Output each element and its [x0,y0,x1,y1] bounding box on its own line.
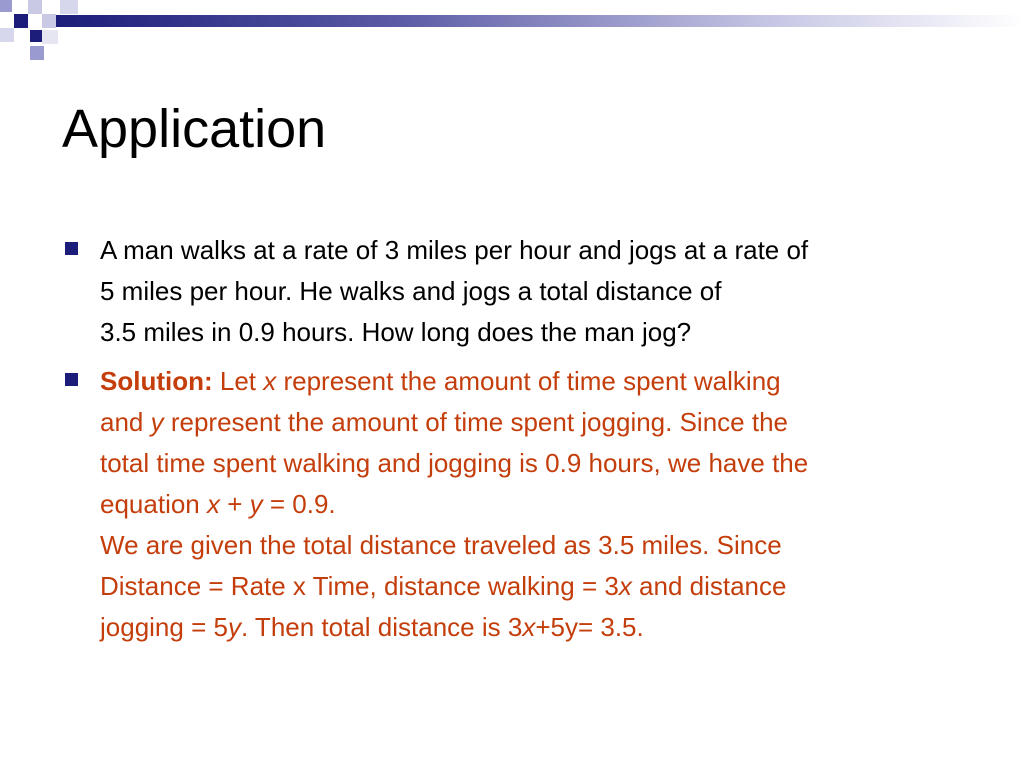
solution-label: Solution: [100,366,213,396]
bullet-list [62,230,972,648]
problem-line: 5 miles per hour. He walks and jogs a total distance of [100,276,722,306]
problem-line: A man walks at a rate of 3 miles per hour and jogs at a rate of [100,235,809,265]
variable-x: x [206,489,220,519]
header-gradient-bar [56,15,1024,27]
variable-y: y [227,612,241,642]
solution-line: total time spent walking and jogging is 0.9 hours, we have the [100,448,809,478]
solution-line: and y represent the amount of time spent jogging. Since the [100,407,788,437]
problem-line: 3.5 miles in 0.9 hours. How long does the man jog? [100,317,692,347]
problem-bullet [62,230,972,353]
solution-line: Solution: Let x represent the amount of time spent walking [100,366,781,396]
solution-bullet [62,361,972,648]
solution-line: equation x + y = 0.9. [100,489,336,519]
solution-line: jogging = 5y. Then total distance is 3x+5y= 3.5. [100,612,644,642]
solution-line: We are given the total distance traveled as 3.5 miles. Since [100,530,782,560]
variable-y: y [150,407,164,437]
variable-y: y [249,489,263,519]
solution-line: Distance = Rate x Time, distance walking = 3x and distance [100,571,787,601]
square-bullet-icon [65,373,78,386]
square-bullet-icon [65,242,78,255]
variable-x: x [618,571,632,601]
slide-title: Application [62,99,327,159]
variable-x: x [263,366,277,396]
variable-x: x [522,612,536,642]
